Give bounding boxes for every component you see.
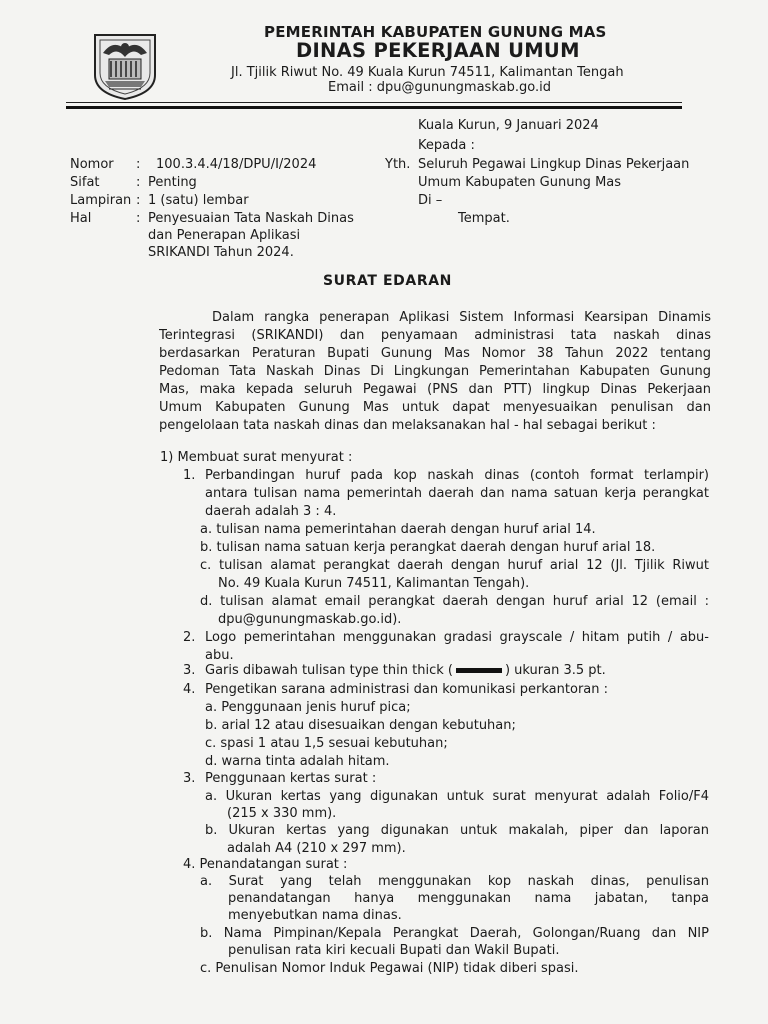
item-text: Logo pemerintahan menggunakan gradasi grayscale / hitam putih / abu- [205,630,709,645]
item-text: Pengetikan sarana administrasi dan komunikasi perkantoran : [205,682,608,697]
intro-line: pengelolaan tata naskah dinas dan melaksanakan hal - hal sebagai berikut : [159,418,656,433]
header-rule-thin [66,102,682,103]
item-number: 2. [183,630,196,645]
sub-item: penulisan rata kiri kecuali Bupati dan Wakil Bupati. [228,943,560,958]
item-text-line-style [205,663,606,678]
sub-item: b. arial 12 atau disesuaikan dengan kebutuhan; [205,718,516,733]
header-government: PEMERINTAH KABUPATEN GUNUNG MAS [264,23,607,41]
item-text: Garis dibawah tulisan type thin thick ( [205,663,453,678]
hal-value-2: dan Penerapan Aplikasi [148,228,301,243]
item-number: 3. [183,663,196,678]
hal-colon: : [136,211,141,226]
place-date: Kuala Kurun, 9 Januari 2024 [418,118,599,133]
item-number: 3. [183,771,196,786]
sub-item: adalah A4 (210 x 297 mm). [227,841,406,856]
sub-item: b. Ukuran kertas yang digunakan untuk makalah, piper dan laporan [205,823,709,838]
item-text: daerah adalah 3 : 4. [205,504,337,519]
sub-item: b. Nama Pimpinan/Kepala Perangkat Daerah, Golongan/Ruang dan NIP [200,926,709,941]
sifat-label: Sifat [70,175,100,190]
hal-label: Hal [70,211,92,226]
sub-item: b. tulisan nama satuan kerja perangkat daerah dengan huruf arial 18. [200,540,656,555]
sub-item: menyebutkan nama dinas. [228,908,402,923]
sub-item: d. tulisan alamat email perangkat daerah dengan huruf arial 12 (email : [200,594,709,609]
lampiran-colon: : [136,193,141,208]
nomor-label: Nomor [70,157,114,172]
recipient-kepada: Kepada : [418,138,475,153]
recipient-yth: Yth. [385,157,411,172]
header-rule-thick [66,106,682,109]
nomor-colon: : [136,157,141,172]
regency-coat-of-arms-icon [89,27,161,101]
item-text: abu. [205,648,234,663]
item-number: 1. [183,468,196,483]
section-heading: 1) Membuat surat menyurat : [160,450,353,465]
recipient-tempat: Tempat. [458,211,510,226]
sifat-colon: : [136,175,141,190]
sub-item: c. tulisan alamat perangkat daerah dengan huruf arial 12 (Jl. Tjilik Riwut [200,558,709,573]
hal-value-1: Penyesuaian Tata Naskah Dinas [148,211,354,226]
hal-value-3: SRIKANDI Tahun 2024. [148,245,294,260]
nomor-value: 100.3.4.4/18/DPU/I/2024 [156,157,317,172]
sub-item: No. 49 Kuala Kurun 74511, Kalimantan Tengah). [218,576,530,591]
item-text: 4. Penandatangan surat : [183,857,348,872]
sub-item: d. warna tinta adalah hitam. [205,754,390,769]
item-text: Perbandingan huruf pada kop naskah dinas (contoh format terlampir) [205,468,709,483]
header-address: Jl. Tjilik Riwut No. 49 Kuala Kurun 74511, Kalimantan Tengah [231,65,624,80]
intro-line: Pedoman Tata Naskah Dinas Di Lingkungan Pemerintahan Kabupaten Gunung [159,364,711,379]
intro-line: Dalam rangka penerapan Aplikasi Sistem Informasi Kearsipan Dinamis [212,310,711,325]
recipient-di: Di – [418,193,443,208]
sub-item: a. Penggunaan jenis huruf pica; [205,700,411,715]
intro-line: berdasarkan Peraturan Bupati Gunung Mas Nomor 38 Tahun 2022 tentang [159,346,711,361]
sub-item: (215 x 330 mm). [227,806,337,821]
header-department: DINAS PEKERJAAN UMUM [296,39,580,62]
item-text: ) ukuran 3.5 pt. [504,663,606,678]
thin-thick-line-symbol [456,668,502,673]
recipient-line-2: Umum Kabupaten Gunung Mas [418,175,622,190]
header-email: Email : dpu@gunungmaskab.go.id [328,80,551,95]
sub-item: c. Penulisan Nomor Induk Pegawai (NIP) tidak diberi spasi. [200,961,579,976]
sub-item: penandatangan hanya menggunakan nama jabatan, tanpa [228,891,709,906]
intro-line: Umum Kabupaten Gunung Mas untuk dapat menyesuaikan penulisan dan [159,400,711,415]
sub-item: a. Surat yang telah menggunakan kop naskah dinas, penulisan [200,874,709,889]
item-text: antara tulisan nama pemerintah daerah dan nama satuan kerja perangkat [205,486,709,501]
lampiran-label: Lampiran [70,193,132,208]
sub-item: dpu@gunungmaskab.go.id). [218,612,402,627]
intro-paragraph [159,309,711,435]
recipient-line-1: Seluruh Pegawai Lingkup Dinas Pekerjaan [418,157,690,172]
intro-line: Terintegrasi (SRIKANDI) dan penyamaan administrasi tata naskah dinas [159,328,711,343]
sub-item: c. spasi 1 atau 1,5 sesuai kebutuhan; [205,736,448,751]
sub-item: a. tulisan nama pemerintahan daerah dengan huruf arial 14. [200,522,596,537]
item-number: 4. [183,682,196,697]
sub-item: a. Ukuran kertas yang digunakan untuk surat menyurat adalah Folio/F4 [205,789,709,804]
document-title: SURAT EDARAN [323,273,452,289]
intro-line: Mas, maka kepada seluruh Pegawai (PNS dan PTT) lingkup Dinas Pekerjaan [159,382,711,397]
item-text: Penggunaan kertas surat : [205,771,377,786]
lampiran-value: 1 (satu) lembar [148,193,249,208]
sifat-value: Penting [148,175,197,190]
